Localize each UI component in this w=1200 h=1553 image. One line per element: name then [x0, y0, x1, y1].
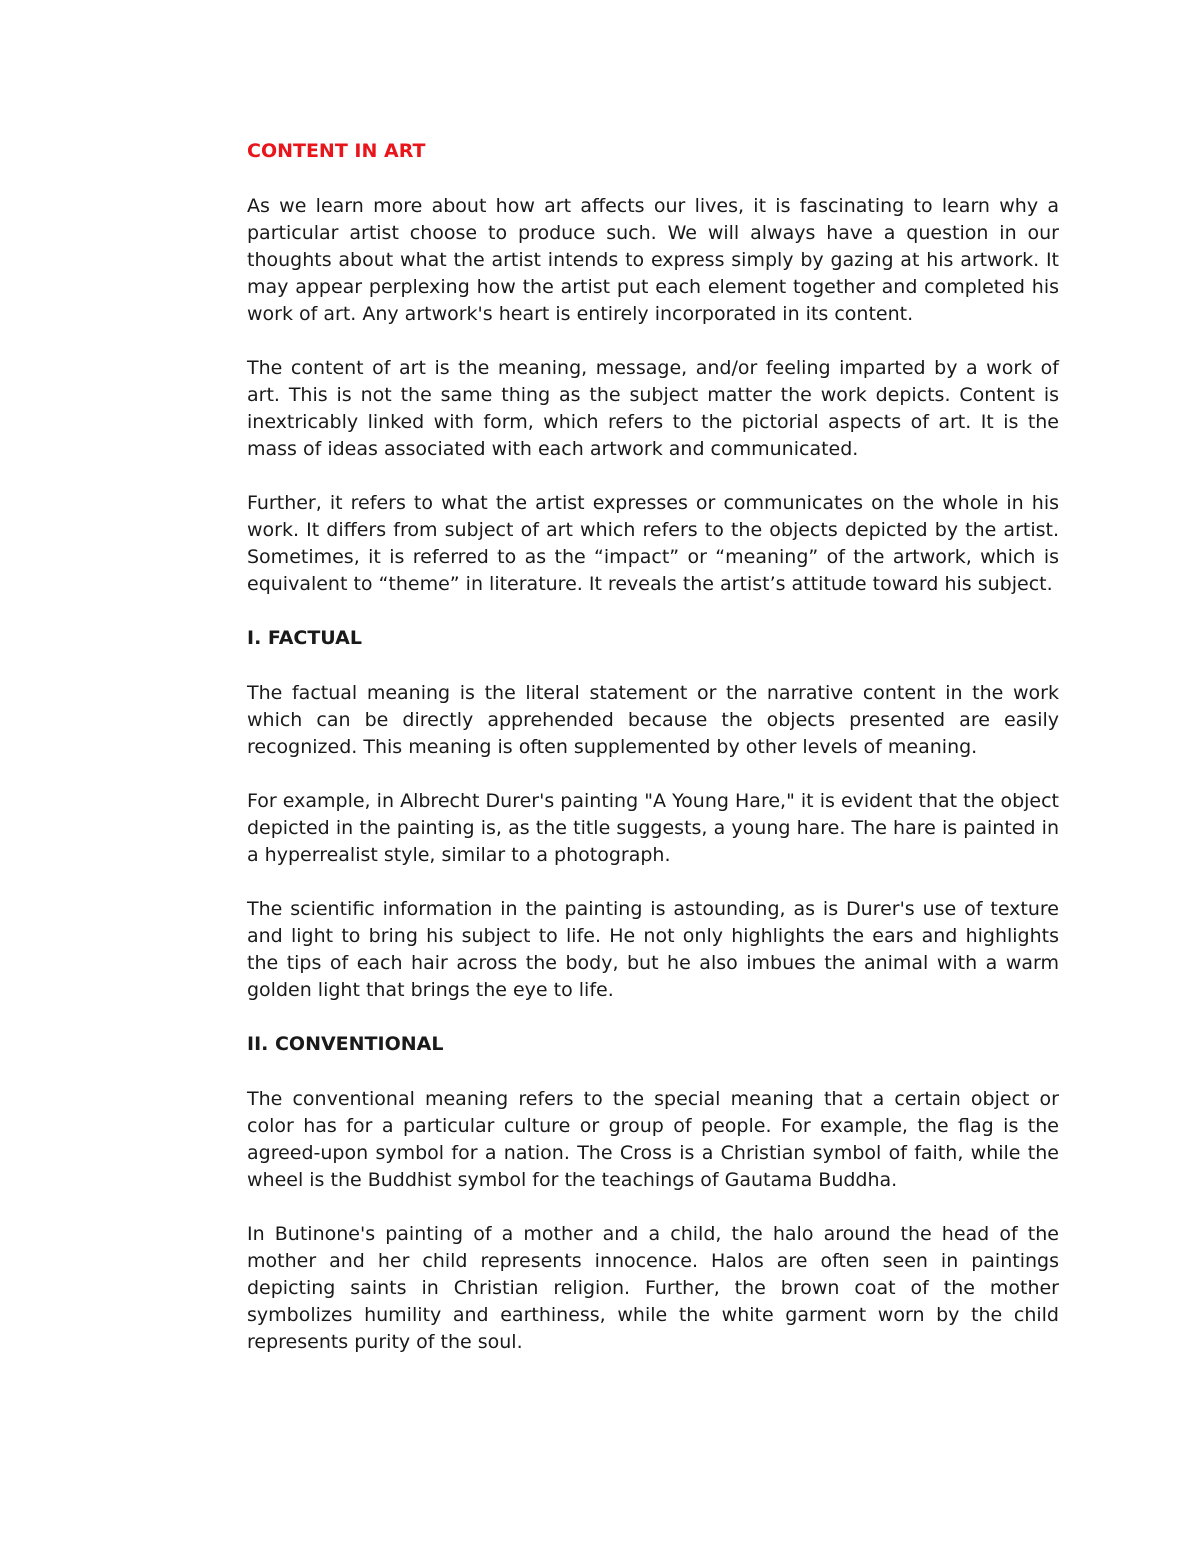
document-body	[247, 138, 1059, 1383]
intro-paragraph: Further, it refers to what the artist expresses or communicates on the whole in his work. It differs from subject of art which refers to the objects depicted by the artist. Sometimes, it is referred to as the “impact” or “meaning” of the artwork, which is equivalent to “theme” in literature. It reveals the artist’s attitude toward his subject.	[247, 492, 1059, 595]
section-heading-conventional: II. CONVENTIONAL	[247, 1033, 444, 1055]
factual-paragraph: For example, in Albrecht Durer's painting "A Young Hare," it is evident that the object depicted in the painting is, as the title suggests, a young hare. The hare is painted in a hyperrealist style, similar to a photograph.	[247, 790, 1059, 866]
section-heading-factual: I. FACTUAL	[247, 627, 362, 649]
intro-paragraph: The content of art is the meaning, message, and/or feeling imparted by a work of art. This is not the same thing as the subject matter the work depicts. Content is inextricably linked with form, which refers to the pictorial aspects of art. It is the mass of ideas associated with each artwork and communicated.	[247, 357, 1059, 460]
factual-paragraph: The factual meaning is the literal statement or the narrative content in the work which can be directly apprehended because the objects presented are easily recognized. This meaning is often supplemented by other levels of meaning.	[247, 682, 1059, 758]
conventional-paragraph: The conventional meaning refers to the special meaning that a certain object or color has for a particular culture or group of people. For example, the flag is the agreed-upon symbol for a nation. The Cross is a Christian symbol of faith, while the wheel is the Buddhist symbol for the teachings of Gautama Buddha.	[247, 1088, 1059, 1191]
document-title: CONTENT IN ART	[247, 140, 426, 162]
factual-paragraph: The scientific information in the painting is astounding, as is Durer's use of texture and light to bring his subject to life. He not only highlights the ears and highlights the tips of each hair across the body, but he also imbues the animal with a warm golden light that brings the eye to life.	[247, 898, 1059, 1001]
intro-paragraph: As we learn more about how art affects our lives, it is fascinating to learn why a particular artist choose to produce such. We will always have a question in our thoughts about what the artist intends to express simply by gazing at his artwork. It may appear perplexing how the artist put each element together and completed his work of art. Any artwork's heart is entirely incorporated in its content.	[247, 195, 1059, 325]
conventional-paragraph: In Butinone's painting of a mother and a child, the halo around the head of the mother and her child represents innocence. Halos are often seen in paintings depicting saints in Christian religion. Further, the brown coat of the mother symbolizes humility and earthiness, while the white garment worn by the child represents purity of the soul.	[247, 1223, 1059, 1353]
